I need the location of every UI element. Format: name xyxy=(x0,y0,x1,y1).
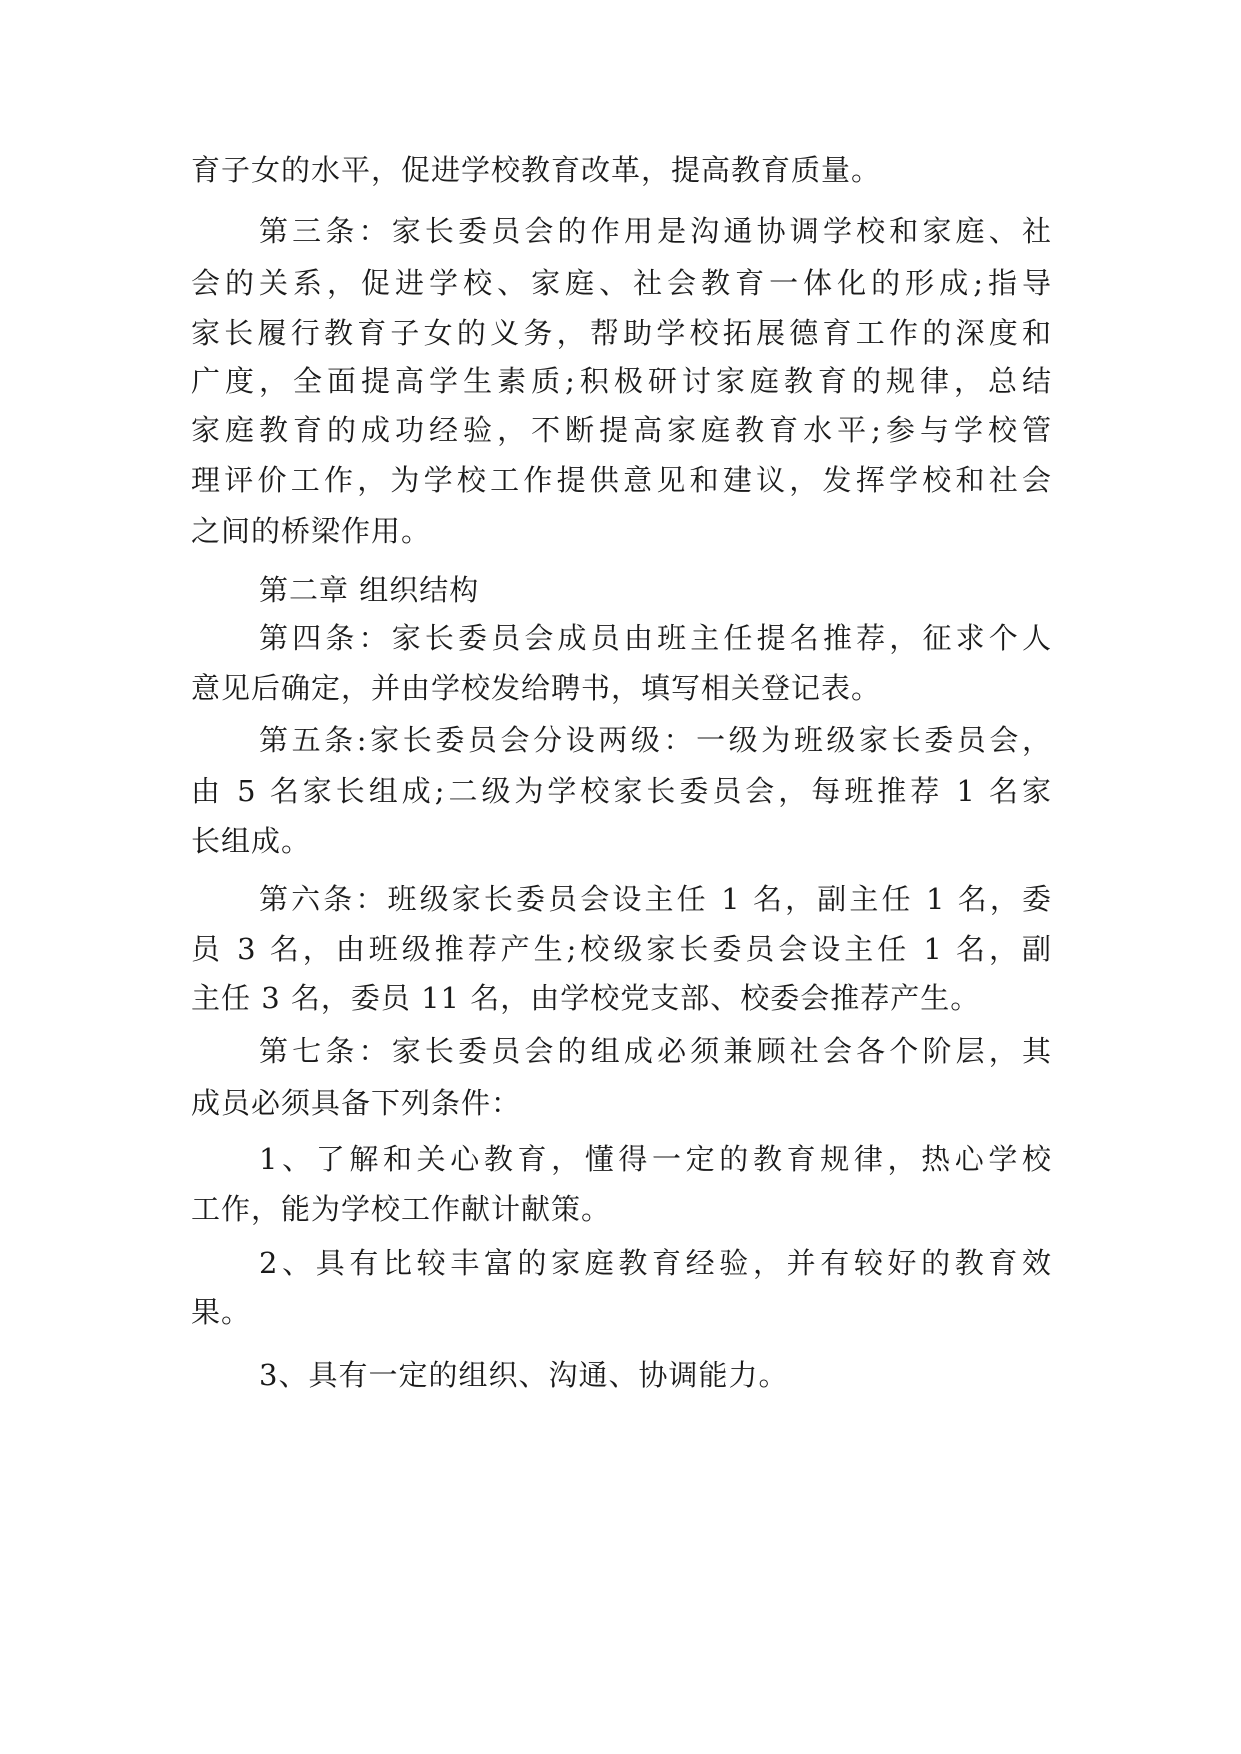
text-line: 3、具有一定的组织、沟通、协调能力。 xyxy=(259,1358,789,1392)
text-line: 之间的桥梁作用。 xyxy=(191,514,432,548)
text-line: 2、具有比较丰富的家庭教育经验，并有较好的教育效 xyxy=(259,1246,1052,1280)
text-line: 育子女的水平，促进学校教育改革，提高教育质量。 xyxy=(191,153,882,187)
text-line: 第六条：班级家长委员会设主任 1 名，副主任 1 名，委 xyxy=(259,882,1052,916)
text-line: 主任 3 名，委员 11 名，由学校党支部、校委会推荐产生。 xyxy=(191,981,981,1015)
text-line: 第五条:家长委员会分设两级：一级为班级家长委员会， xyxy=(259,723,1052,757)
text-line: 工作，能为学校工作献计献策。 xyxy=(191,1192,612,1226)
text-line: 意见后确定，并由学校发给聘书，填写相关登记表。 xyxy=(191,671,882,705)
chapter-heading: 第二章 组织结构 xyxy=(259,573,480,607)
text-line: 第四条：家长委员会成员由班主任提名推荐，征求个人 xyxy=(259,621,1052,655)
text-line: 家长履行教育子女的义务，帮助学校拓展德育工作的深度和 xyxy=(191,316,1052,350)
text-line: 果。 xyxy=(191,1295,252,1329)
text-line: 长组成。 xyxy=(191,824,312,858)
text-line: 理评价工作，为学校工作提供意见和建议，发挥学校和社会 xyxy=(191,463,1052,497)
text-line: 成员必须具备下列条件： xyxy=(191,1086,522,1120)
text-line: 第三条：家长委员会的作用是沟通协调学校和家庭、社 xyxy=(259,214,1052,248)
text-line: 广度，全面提高学生素质;积极研讨家庭教育的规律，总结 xyxy=(191,364,1052,398)
text-line: 员 3 名，由班级推荐产生;校级家长委员会设主任 1 名，副 xyxy=(191,932,1052,966)
text-line: 由 5 名家长组成;二级为学校家长委员会，每班推荐 1 名家 xyxy=(191,774,1052,808)
text-line: 家庭教育的成功经验，不断提高家庭教育水平;参与学校管 xyxy=(191,413,1052,447)
text-line: 会的关系，促进学校、家庭、社会教育一体化的形成;指导 xyxy=(191,266,1052,300)
text-line: 第七条：家长委员会的组成必须兼顾社会各个阶层，其 xyxy=(259,1034,1052,1068)
text-line: 1、了解和关心教育，懂得一定的教育规律，热心学校 xyxy=(259,1142,1052,1176)
